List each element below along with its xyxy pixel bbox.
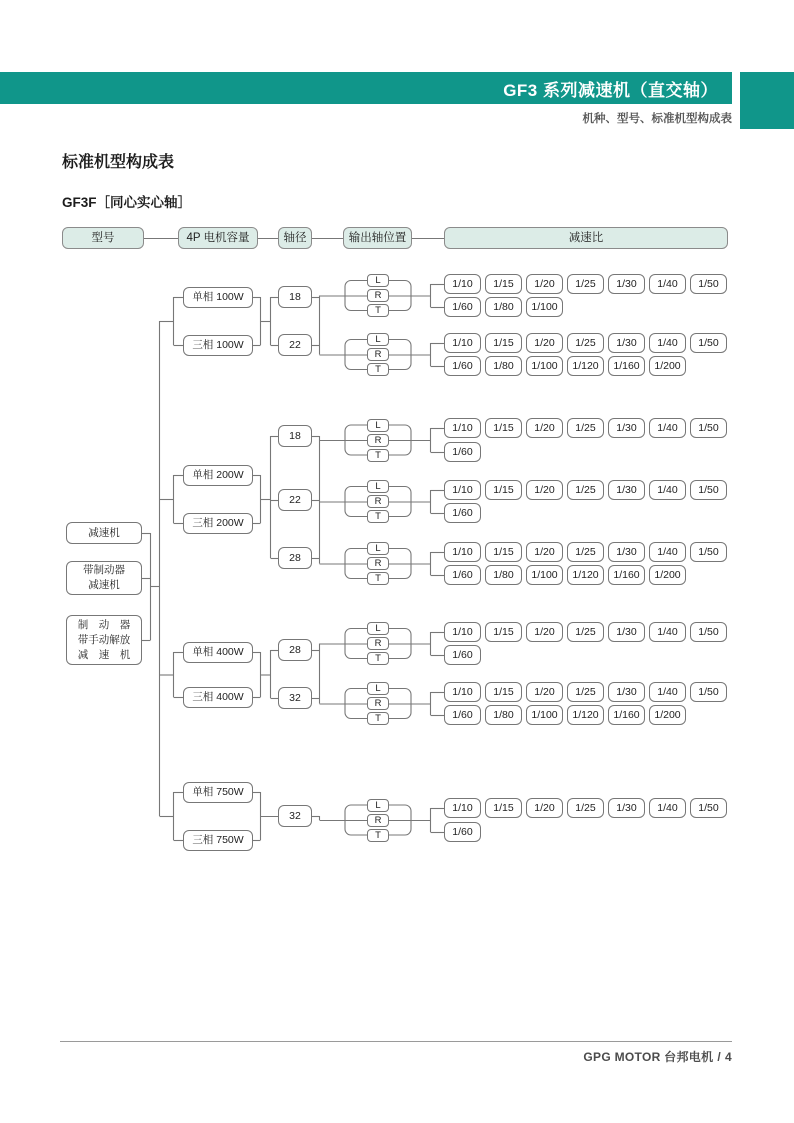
ratio-box: 1/20 — [526, 480, 563, 500]
ratio-box: 1/200 — [649, 356, 686, 376]
ratio-box: 1/160 — [608, 705, 645, 725]
column-header-box: 4P 电机容量 — [178, 227, 258, 249]
footer — [0, 1048, 732, 1065]
ratio-box: 1/50 — [690, 418, 727, 438]
ratio-box: 1/50 — [690, 480, 727, 500]
motor-capacity-box: 单相 750W — [183, 782, 253, 803]
ratio-box: 1/20 — [526, 418, 563, 438]
reducer-type-box: 减速机 — [66, 522, 142, 544]
ratio-box: 1/10 — [444, 542, 481, 562]
column-header-box: 轴径 — [278, 227, 312, 249]
ratio-box: 1/15 — [485, 333, 522, 353]
ratio-box: 1/60 — [444, 565, 481, 585]
output-position-box: R — [367, 637, 389, 650]
output-position-box: T — [367, 712, 389, 725]
output-position-box: R — [367, 289, 389, 302]
ratio-box: 1/50 — [690, 682, 727, 702]
ratio-box: 1/10 — [444, 418, 481, 438]
ratio-box: 1/30 — [608, 274, 645, 294]
ratio-box: 1/40 — [649, 682, 686, 702]
ratio-box: 1/40 — [649, 798, 686, 818]
ratio-box: 1/30 — [608, 333, 645, 353]
ratio-box: 1/100 — [526, 565, 563, 585]
output-position-box: L — [367, 799, 389, 812]
ratio-box: 1/25 — [567, 480, 604, 500]
output-position-box: T — [367, 510, 389, 523]
ratio-box: 1/60 — [444, 645, 481, 665]
shaft-diameter-box: 22 — [278, 489, 312, 511]
ratio-box: 1/20 — [526, 542, 563, 562]
output-position-box: R — [367, 814, 389, 827]
ratio-box: 1/50 — [690, 798, 727, 818]
output-position-box: T — [367, 304, 389, 317]
footer-divider — [60, 1041, 732, 1042]
output-position-box: L — [367, 480, 389, 493]
output-position-box: L — [367, 333, 389, 346]
section-title: 标准机型构成表 — [62, 154, 175, 171]
output-position-box: L — [367, 682, 389, 695]
shaft-diameter-box: 32 — [278, 805, 312, 827]
output-position-box: T — [367, 829, 389, 842]
output-position-box: L — [367, 274, 389, 287]
shaft-diameter-box: 32 — [278, 687, 312, 709]
output-position-box: T — [367, 572, 389, 585]
ratio-box: 1/50 — [690, 274, 727, 294]
output-position-box: T — [367, 449, 389, 462]
motor-capacity-box: 三相 750W — [183, 830, 253, 851]
ratio-box: 1/120 — [567, 356, 604, 376]
ratio-box: 1/40 — [649, 418, 686, 438]
output-position-box: R — [367, 348, 389, 361]
output-position-box: L — [367, 622, 389, 635]
ratio-box: 1/100 — [526, 297, 563, 317]
output-position-box: R — [367, 697, 389, 710]
ratio-box: 1/60 — [444, 442, 481, 462]
ratio-box: 1/25 — [567, 418, 604, 438]
ratio-box: 1/10 — [444, 622, 481, 642]
shaft-diameter-box: 28 — [278, 547, 312, 569]
motor-capacity-box: 三相 200W — [183, 513, 253, 534]
ratio-box: 1/10 — [444, 480, 481, 500]
output-position-box: L — [367, 542, 389, 555]
output-position-box: T — [367, 652, 389, 665]
ratio-box: 1/80 — [485, 356, 522, 376]
output-position-box: R — [367, 495, 389, 508]
ratio-box: 1/10 — [444, 798, 481, 818]
ratio-box: 1/20 — [526, 274, 563, 294]
ratio-box: 1/15 — [485, 542, 522, 562]
ratio-box: 1/80 — [485, 705, 522, 725]
ratio-box: 1/120 — [567, 705, 604, 725]
ratio-box: 1/200 — [649, 565, 686, 585]
ratio-box: 1/60 — [444, 503, 481, 523]
ratio-box: 1/15 — [485, 274, 522, 294]
motor-capacity-box: 单相 200W — [183, 465, 253, 486]
ratio-box: 1/30 — [608, 798, 645, 818]
reducer-type-box: 制 动 器 带手动解放 减 速 机 — [66, 615, 142, 665]
ratio-box: 1/15 — [485, 682, 522, 702]
column-header-box: 输出轴位置 — [343, 227, 412, 249]
reducer-type-box: 带制动器 减速机 — [66, 561, 142, 595]
ratio-box: 1/40 — [649, 480, 686, 500]
shaft-diameter-box: 28 — [278, 639, 312, 661]
ratio-box: 1/15 — [485, 418, 522, 438]
ratio-box: 1/160 — [608, 565, 645, 585]
footer-brand: GPG MOTOR 台邦电机 — [583, 1050, 714, 1064]
ratio-box: 1/50 — [690, 542, 727, 562]
ratio-box: 1/100 — [526, 356, 563, 376]
ratio-box: 1/60 — [444, 297, 481, 317]
ratio-box: 1/15 — [485, 622, 522, 642]
footer-page-number: 4 — [725, 1050, 732, 1064]
footer-separator: / — [717, 1050, 722, 1064]
ratio-box: 1/25 — [567, 542, 604, 562]
ratio-box: 1/200 — [649, 705, 686, 725]
motor-capacity-box: 单相 100W — [183, 287, 253, 308]
ratio-box: 1/60 — [444, 356, 481, 376]
ratio-box: 1/40 — [649, 274, 686, 294]
motor-capacity-box: 三相 400W — [183, 687, 253, 708]
page-title: GF3 系列减速机（直交轴） — [503, 80, 718, 100]
ratio-box: 1/100 — [526, 705, 563, 725]
ratio-box: 1/10 — [444, 274, 481, 294]
ratio-box: 1/160 — [608, 356, 645, 376]
model-series-title: GF3F［同心实心轴］ — [62, 195, 192, 210]
output-position-box: R — [367, 434, 389, 447]
shaft-diameter-box: 18 — [278, 286, 312, 308]
output-position-box: L — [367, 419, 389, 432]
ratio-box: 1/25 — [567, 274, 604, 294]
ratio-box: 1/80 — [485, 565, 522, 585]
ratio-box: 1/20 — [526, 622, 563, 642]
ratio-box: 1/10 — [444, 682, 481, 702]
ratio-box: 1/60 — [444, 705, 481, 725]
header-subtitle: 机种、型号、标准机型构成表 — [582, 113, 732, 125]
ratio-box: 1/40 — [649, 542, 686, 562]
ratio-box: 1/25 — [567, 622, 604, 642]
ratio-box: 1/30 — [608, 682, 645, 702]
ratio-box: 1/30 — [608, 418, 645, 438]
ratio-box: 1/25 — [567, 333, 604, 353]
ratio-box: 1/25 — [567, 682, 604, 702]
column-header-box: 型号 — [62, 227, 144, 249]
ratio-box: 1/25 — [567, 798, 604, 818]
output-position-box: T — [367, 363, 389, 376]
ratio-box: 1/20 — [526, 682, 563, 702]
ratio-box: 1/30 — [608, 622, 645, 642]
ratio-box: 1/120 — [567, 565, 604, 585]
ratio-box: 1/50 — [690, 333, 727, 353]
motor-capacity-box: 三相 100W — [183, 335, 253, 356]
ratio-box: 1/15 — [485, 798, 522, 818]
column-header-box: 减速比 — [444, 227, 728, 249]
ratio-box: 1/20 — [526, 798, 563, 818]
ratio-box: 1/50 — [690, 622, 727, 642]
ratio-box: 1/30 — [608, 542, 645, 562]
ratio-box: 1/30 — [608, 480, 645, 500]
ratio-box: 1/20 — [526, 333, 563, 353]
ratio-box: 1/80 — [485, 297, 522, 317]
motor-capacity-box: 单相 400W — [183, 642, 253, 663]
ratio-box: 1/40 — [649, 333, 686, 353]
shaft-diameter-box: 18 — [278, 425, 312, 447]
ratio-box: 1/60 — [444, 822, 481, 842]
shaft-diameter-box: 22 — [278, 334, 312, 356]
ratio-box: 1/15 — [485, 480, 522, 500]
ratio-box: 1/10 — [444, 333, 481, 353]
output-position-box: R — [367, 557, 389, 570]
ratio-box: 1/40 — [649, 622, 686, 642]
